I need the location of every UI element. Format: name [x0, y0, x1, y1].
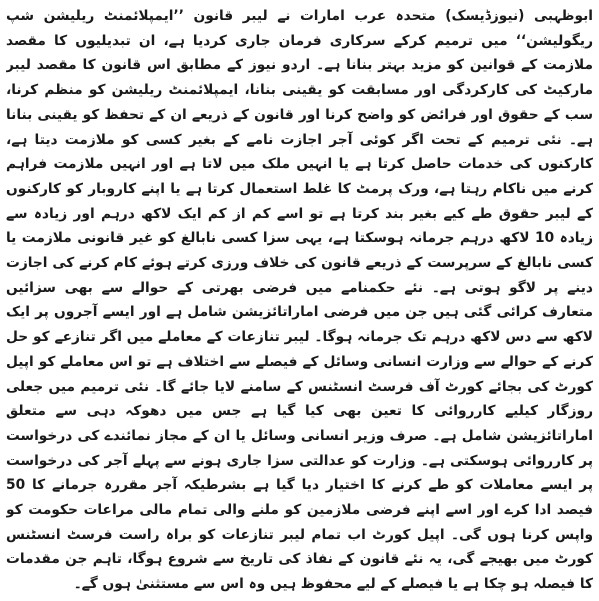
- article-body: ابوظہبی (نیوزڈیسک) متحدہ عرب امارات نے لیبر قانون ’’ایمپلائمنٹ ریلیشن شپ ریگولیشن‘‘ میں ترمیم کرکے سرکاری فرمان جاری کردیا ہے، ان تبدیلیوں کا مقصد ملازمت کے قوانین کو مزید بہتر بنانا ہے۔ اردو نیوز کے مطابق اس قانون کا مقصد لیبر مارکیٹ کی کارکردگی اور مسابقت کو یقینی بنانا، ایمپلائمنٹ ریلیشن کو منظم کرنا، سب کے حقوق اور فرائض کو واضح کرنا اور قانون کے ذریعے ان کے تحفظ کو یقینی بنانا ہے۔ نئی ترمیم کے تحت اگر کوئی آجر اجازت نامے کے بغیر کسی کو ملازمت دیتا ہے، کارکنوں کی خدمات حاصل کرتا ہے یا انہیں ملک میں لاتا ہے اور انہیں ملازمت فراہم کرنے میں ناکام رہتا ہے، ورک پرمٹ کا غلط استعمال کرتا ہے یا اپنے کاروبار کو کارکنوں کے لیبر حقوق طے کیے بغیر بند کرتا ہے تو اسے کم از کم ایک لاکھ درہم اور زیادہ سے زیادہ 10 لاکھ درہم جرمانہ ہوسکتا ہے، یہی سزا کسی نابالغ کو غیر قانونی ملازمت یا کسی نابالغ کے سرپرست کے ذریعے قانون کی خلاف ورزی کرتے ہوئے کام کرنے کی اجازت دینے پر لاگو ہوتی ہے۔ نئے حکمنامے میں فرضی بھرتی کے حوالے سے بھی سزائیں متعارف کرائی گئی ہیں جن میں فرضی اماراتائزیشن شامل ہے اور ایسے آجروں پر ایک لاکھ سے دس لاکھ درہم تک جرمانہ ہوگا۔ لیبر تنازعات کے معاملے میں اگر تنازعے کو حل کرنے کے حوالے سے وزارت انسانی وسائل کے فیصلے سے اختلاف ہے تو اس معاملے کو اپیل کورٹ کی بجائے کورٹ آف فرسٹ انسٹنس کے سامنے لایا جائے گا۔ نئی ترمیم میں جعلی روزگار کیلیے کارروائی کا تعین بھی کیا گیا ہے جس میں دھوکہ دہی سے متعلق اماراتائزیشن شامل ہے۔ صرف وزیر انسانی وسائل یا ان کے مجاز نمائندے کی درخواست پر کارروائی ہوسکتی ہے۔ وزارت کو عدالتی سزا جاری ہونے سے پہلے آجر کی درخواست پر ایسے معاملات کو طے کرنے کا اختیار دیا گیا ہے بشرطیکہ آجر مقررہ جرمانے کا 50 فیصد ادا کرے اور اسے اپنے فرضی ملازمین کو ملنے والی تمام مالی مراعات حکومت کو واپس کرنا ہوں گی۔ اپیل کورٹ اب تمام لیبر تنازعات کو براہ راست فرسٹ انسٹنس کورٹ میں بھیجے گی، یہ نئے قانون کے نفاذ کی تاریخ سے شروع ہوگا، تاہم جن مقدمات کا فیصلہ ہو چکا ہے یا فیصلے کے لیے محفوظ ہیں وہ اس سے مستثنیٰ ہوں گے۔: [6, 8, 593, 593]
- news-article: [6, 4, 593, 598]
